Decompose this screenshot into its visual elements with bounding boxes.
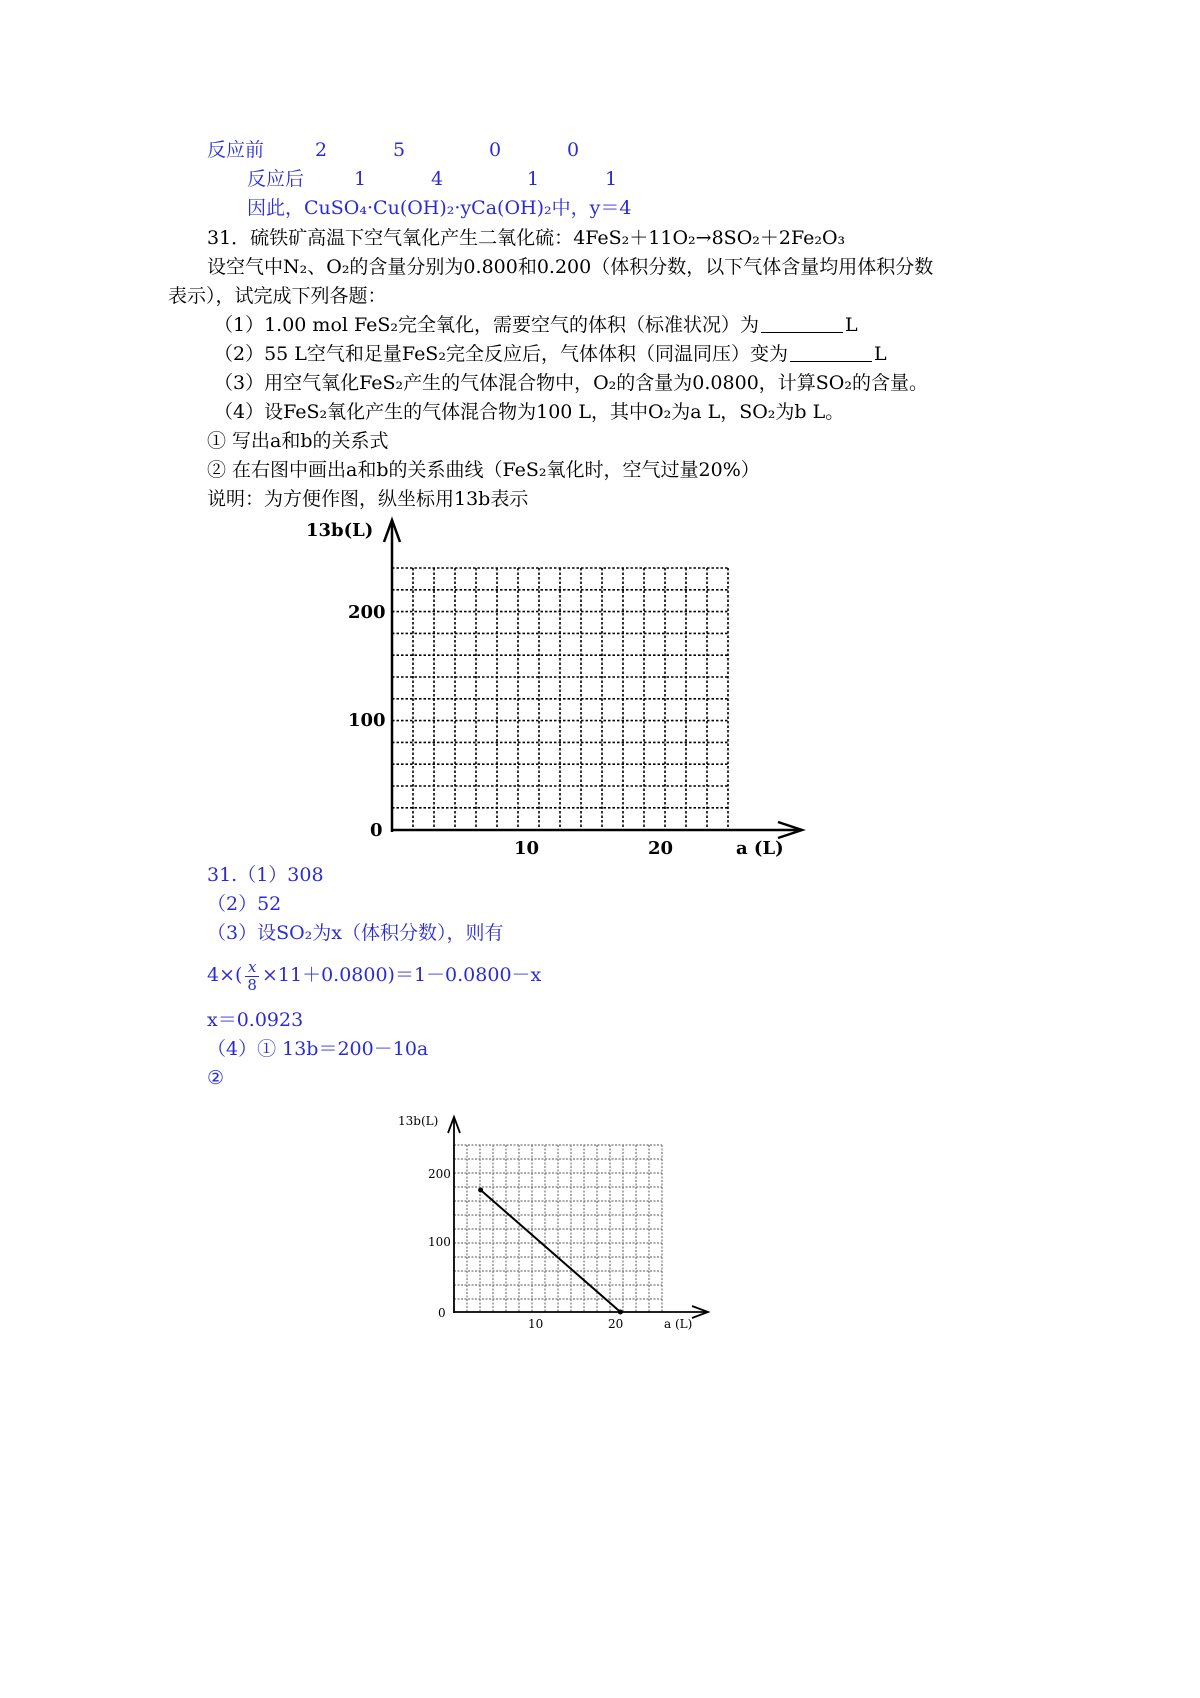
intro-line-2: 表示），试完成下列各题： bbox=[168, 285, 387, 307]
question-4-sub-1: ① 写出a和b的关系式 bbox=[207, 430, 389, 452]
question-2 bbox=[214, 341, 887, 367]
fraction-denominator: 8 bbox=[247, 975, 257, 994]
answer-1: 31.（1）308 bbox=[207, 864, 324, 886]
question-title bbox=[207, 225, 845, 251]
question-2-text: （2）55 L空气和足量FeS₂完全反应后，气体体积（同温同压）变为 bbox=[214, 343, 788, 365]
equation-part: 4×( bbox=[207, 964, 243, 986]
series-layer bbox=[478, 1188, 623, 1315]
grid-lines bbox=[392, 568, 728, 830]
question-3: （3）用空气氧化FeS₂产生的气体混合物中，O₂的含量为0.0800，计算SO₂的含量。 bbox=[214, 372, 928, 394]
fraction-numerator: x bbox=[245, 959, 259, 977]
table-cell: 1 bbox=[527, 168, 540, 190]
unit-label: L bbox=[873, 343, 887, 365]
table-cell: 5 bbox=[393, 139, 406, 161]
question-4-sub-2: ② 在右图中画出a和b的关系曲线（FeS₂氧化时，空气过量20%） bbox=[207, 459, 760, 481]
equation-part: ×11＋0.0800)＝1－0.0800－x bbox=[261, 964, 542, 986]
conclusion-formula: CuSO₄·Cu(OH)₂·yCa(OH)₂中， bbox=[304, 197, 590, 219]
y-tick-label: 200 bbox=[428, 1167, 451, 1181]
question-1 bbox=[214, 312, 858, 338]
intro-line-1: 设空气中N₂、O₂的含量分别为0.800和0.200（体积分数，以下气体含量均用体积分数 bbox=[207, 256, 934, 278]
answer-3-result: x＝0.0923 bbox=[207, 1009, 304, 1031]
table-cell: 0 bbox=[489, 139, 502, 161]
x-tick-label: 20 bbox=[608, 1317, 624, 1331]
table-cell: 1 bbox=[605, 168, 618, 190]
table-cell: 2 bbox=[315, 139, 328, 161]
conclusion-line bbox=[247, 195, 631, 221]
table-cell: 4 bbox=[431, 168, 444, 190]
series-line bbox=[481, 1190, 621, 1312]
answer-4-1: （4）① 13b＝200－10a bbox=[207, 1038, 429, 1060]
x-tick-label: 10 bbox=[528, 1317, 544, 1331]
x-axis-label: a (L) bbox=[664, 1317, 693, 1331]
table-cell: 0 bbox=[567, 139, 580, 161]
question-title-text: 31．硫铁矿高温下空气氧化产生二氧化硫： bbox=[207, 227, 574, 249]
table-row-before bbox=[207, 137, 579, 163]
answer-2: （2）52 bbox=[207, 893, 282, 915]
answer-3-intro: （3）设SO₂为x（体积分数），则有 bbox=[207, 922, 504, 944]
reaction-equation: 4FeS₂＋11O₂→8SO₂＋2Fe₂O₃ bbox=[573, 227, 846, 249]
y-tick-label: 0 bbox=[370, 820, 383, 841]
y-axis-label: 13b(L) bbox=[306, 520, 374, 541]
answer-chart bbox=[394, 1105, 724, 1350]
data-point bbox=[478, 1188, 483, 1193]
row-label: 反应前 bbox=[207, 139, 265, 161]
question-4: （4）设FeS₂氧化产生的气体混合物为100 L，其中O₂为a L，SO₂为b L。 bbox=[214, 401, 845, 423]
unit-label: L bbox=[845, 314, 858, 336]
answer-4-2: ② bbox=[207, 1067, 225, 1089]
conclusion-value: y＝4 bbox=[589, 197, 632, 219]
grid-lines bbox=[454, 1145, 662, 1312]
y-tick-label: 200 bbox=[348, 602, 386, 623]
y-tick-label: 100 bbox=[348, 710, 386, 731]
y-tick-label: 0 bbox=[438, 1306, 446, 1320]
x-tick-label: 10 bbox=[514, 838, 540, 859]
y-tick-label: 100 bbox=[428, 1235, 451, 1249]
fraction bbox=[245, 959, 259, 994]
question-1-text: （1）1.00 mol FeS₂完全氧化，需要空气的体积（标准状况）为 bbox=[214, 314, 760, 336]
data-point bbox=[618, 1310, 623, 1315]
answer-3-equation bbox=[207, 955, 541, 995]
answer-blank bbox=[790, 343, 872, 362]
answer-blank bbox=[761, 314, 843, 333]
table-row-after bbox=[247, 166, 617, 192]
x-axis-label: a (L) bbox=[736, 838, 784, 859]
y-axis-label: 13b(L) bbox=[398, 1114, 439, 1128]
empty-grid-chart bbox=[300, 510, 820, 870]
chart-note: 说明：为方便作图，纵坐标用13b表示 bbox=[207, 488, 529, 510]
row-label: 反应后 bbox=[247, 168, 305, 190]
table-cell: 1 bbox=[354, 168, 367, 190]
x-tick-label: 20 bbox=[648, 838, 674, 859]
conclusion-prefix: 因此， bbox=[247, 197, 305, 219]
